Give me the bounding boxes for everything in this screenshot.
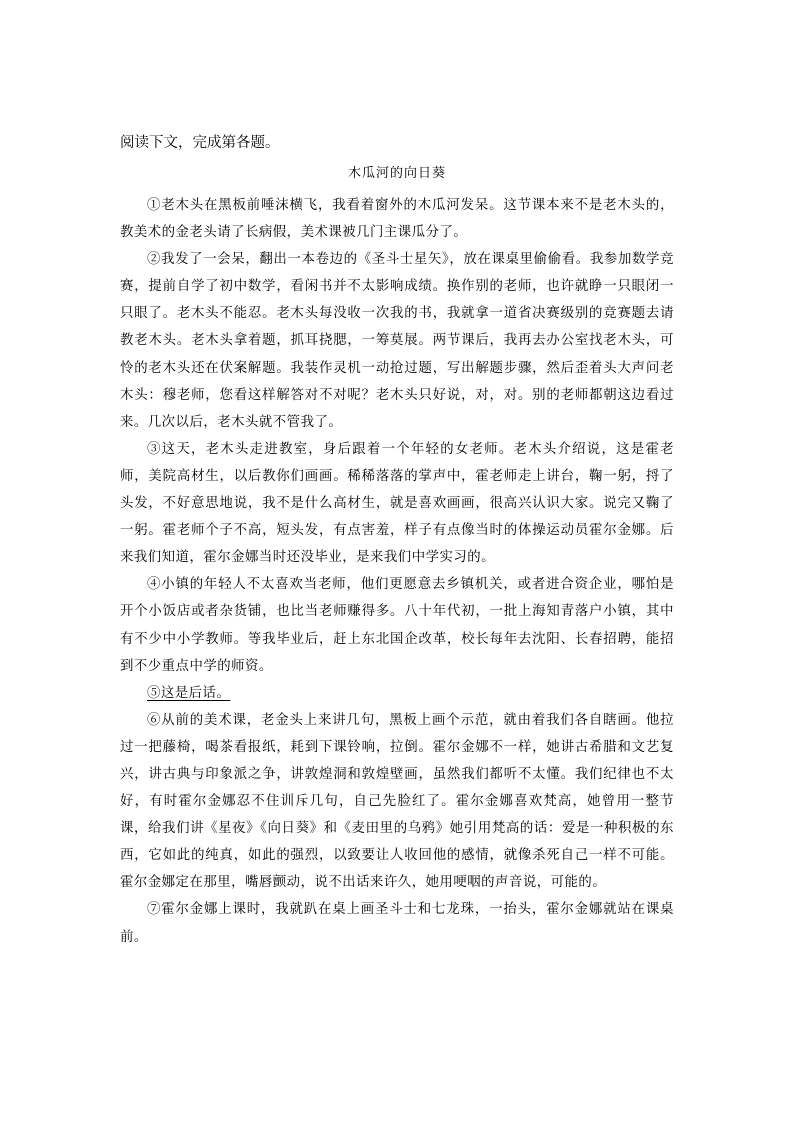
paragraph-2: ②我发了一会呆，翻出一本卷边的《圣斗士星矢》，放在课桌里偷偷看。我参加数学竞赛，提前自学了初中数学，看闲书并不太影响成绩。换作别的老师，也许就睁一只眼闭一只眼了。老木头不能忍。老木头每没收一次我的书，我就拿一道省决赛级别的竞赛题去请教老木头。老木头拿着题，抓耳挠腮，一筹莫展。两节课后，我再去办公室找老木头，可怜的老木头还在伏案解题。我装作灵机一动抢过题，写出解题步骤，然后歪着头大声问老木头：穆老师，您看这样解答对不对呢？老木头只好说，对，对。别的老师都朝这边看过来。几次以后，老木头就不管我了。 [120, 252, 674, 430]
paragraph-5 [120, 680, 674, 707]
paragraph-1: ①老木头在黑板前唾沫横飞，我看着窗外的木瓜河发呆。这节课本来不是老木头的，教美术的金老头请了长病假，美术课被几门主课瓜分了。 [120, 198, 674, 241]
paragraph-7: ⑦霍尔金娜上课时，我就趴在桌上画圣斗士和七龙珠，一抬头，霍尔金娜就站在课桌前。 [120, 902, 674, 945]
reading-instruction: 阅读下文，完成第各题。 [120, 135, 280, 151]
passage-title: 木瓜河的向日葵 [347, 166, 446, 181]
underlined-sentence: ⑤这是后话。 [147, 685, 231, 701]
passage-body [120, 192, 674, 951]
paragraph-4: ④小镇的年轻人不太喜欢当老师，他们更愿意去乡镇机关，或者进合资企业，哪怕是开个小饭店或者杂货铺，也比当老师赚得多。八十年代初，一批上海知青落户小镇，其中有不少中小学教师。等我毕业后，赶上东北国企改革，校长每年去沈阳、长春招聘，能招到不少重点中学的师资。 [120, 577, 674, 674]
paragraph-6: ⑥从前的美术课，老金头上来讲几句，黑板上画个示范，就由着我们各自瞎画。他拉过一把藤椅，喝茶看报纸，耗到下课铃响，拉倒。霍尔金娜不一样，她讲古希腊和文艺复兴，讲古典与印象派之争，讲敦煌洞和敦煌壁画，虽然我们都听不太懂。我们纪律也不太好，有时霍尔金娜忍不住训斥几句，自己先脸红了。霍尔金娜喜欢梵高，她曾用一整节课，给我们讲《星夜》《向日葵》和《麦田里的乌鸦》她引用梵高的话：爱是一种积极的东西，它如此的纯真，如此的强烈，以致要让人收回他的感情，就像杀死自己一样不可能。霍尔金娜定在那里，嘴唇颤动，说不出话来许久，她用哽咽的声音说，可能的。 [120, 712, 674, 891]
paragraph-3: ③这天，老木头走进教室，身后跟着一个年轻的女老师。老木头介绍说，这是霍老师，美院高材生，以后教你们画画。稀稀落落的掌声中，霍老师走上讲台，鞠一躬，捋了头发，不好意思地说，我不是什么高材生，就是喜欢画画，很高兴认识大家。说完又鞠了一躬。霍老师个子不高，短头发，有点害羞，样子有点像当时的体操运动员霍尔金娜。后来我们知道，霍尔金娜当时还没毕业，是来我们中学实习的。 [120, 441, 674, 566]
